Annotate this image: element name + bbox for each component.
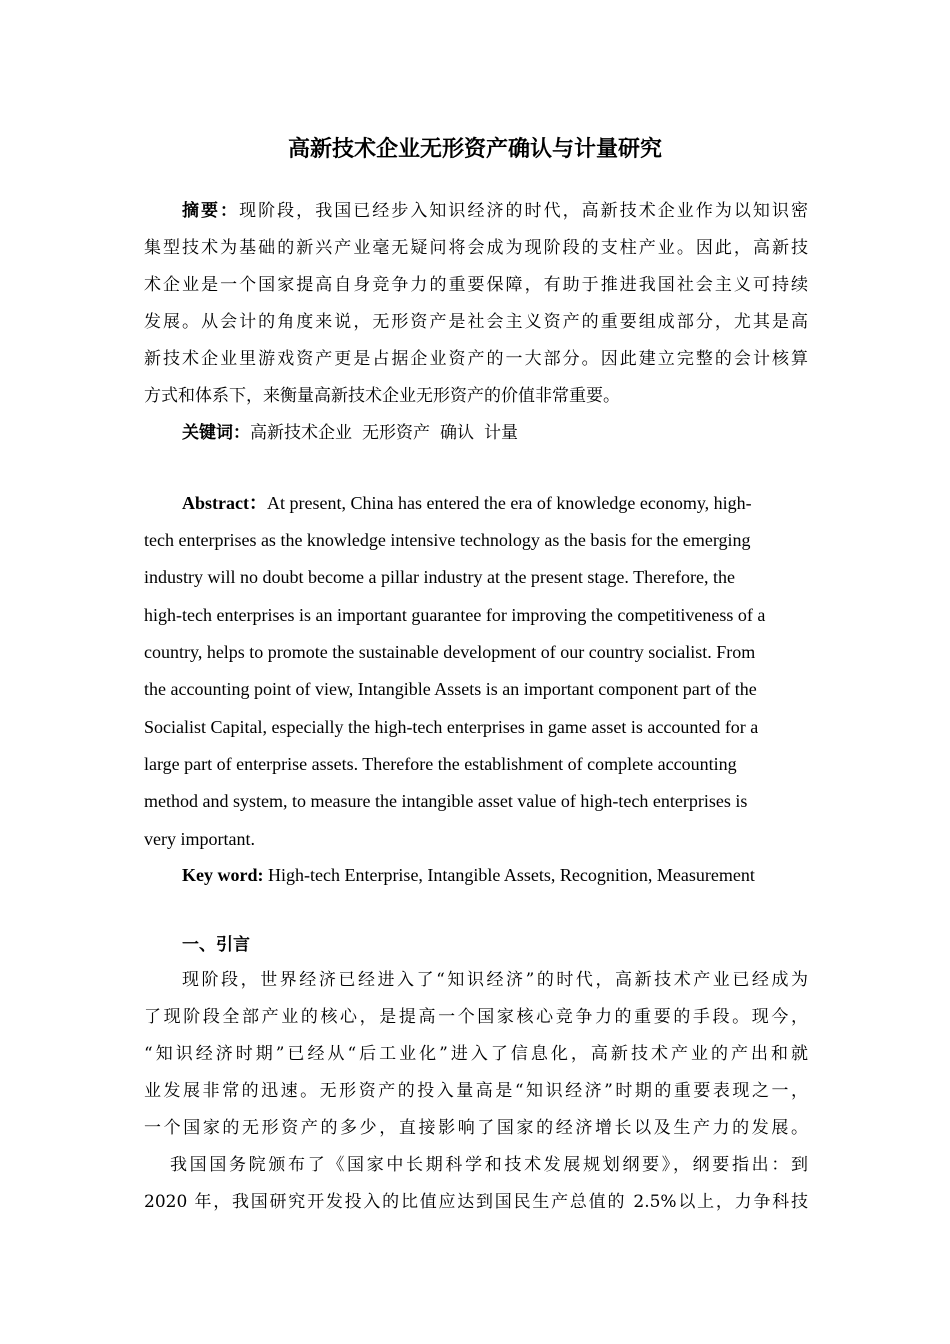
abstract-cn-label: 摘要：: [182, 201, 240, 221]
abstract-en-text: At present, China has entered the era of knowledge economy, high-: [266, 493, 752, 513]
keywords-en: [182, 863, 808, 887]
section1-para1-line-1: 现阶段，世界经济已经进入了“知识经济”的时代，高新技术产业已经成为: [182, 970, 808, 990]
section-heading: 一、引言: [182, 935, 250, 955]
abstract-en-line-5: country, helps to promote the sustainable development of our country socialist. From: [144, 642, 756, 662]
abstract-en-line-10: very important.: [144, 829, 255, 849]
section1-para2-line-1: 我国国务院颁布了《国家中长期科学和技术发展规划纲要》，纲要指出：到: [170, 1155, 808, 1175]
document-title: 高新技术企业无形资产确认与计量研究: [287, 137, 662, 162]
keyword-cn-1: 高新技术企业: [250, 423, 352, 443]
abstract-cn-line-5: 新技术企业里游戏资产更是占据企业资产的一大部分。因此建立完整的会计核算: [144, 349, 808, 369]
abstract-en-line-1: [182, 491, 808, 515]
abstract-cn-text: 现阶段，我国已经步入知识经济的时代，高新技术企业作为以知识密: [239, 201, 808, 221]
section1-para1-line-5: 一个国家的无形资产的多少，直接影响了国家的经济增长以及生产力的发展。: [144, 1118, 808, 1138]
keyword-cn-4: 计量: [484, 423, 518, 443]
keywords-cn: [182, 421, 808, 445]
abstract-cn-line-3: 术企业是一个国家提高自身竞争力的重要保障，有助于推进我国社会主义可持续: [144, 275, 808, 295]
section1-para2-line-2: 2020 年，我国研究开发投入的比值应达到国民生产总值的 2.5%以上，力争科技: [144, 1192, 808, 1212]
section1-para1-line-2: 了现阶段全部产业的核心，是提高一个国家核心竞争力的重要的手段。现今，: [144, 1007, 808, 1027]
abstract-en-line-9: method and system, to measure the intangible asset value of high-tech enterprises is: [144, 791, 748, 811]
abstract-en-line-4: high-tech enterprises is an important guarantee for improving the competitiveness of a: [144, 605, 766, 625]
keywords-en-label: Key word:: [182, 865, 264, 885]
abstract-en-line-6: the accounting point of view, Intangible Assets is an important component part of the: [144, 679, 757, 699]
keywords-en-text: High-tech Enterprise, Intangible Assets, Recognition, Measurement: [267, 865, 755, 885]
keywords-cn-label: 关键词：: [182, 423, 250, 443]
abstract-en-line-2: tech enterprises as the knowledge intensive technology as the basis for the emerging: [144, 530, 751, 550]
section1-para1-line-4: 业发展非常的迅速。无形资产的投入量高是“知识经济”时期的重要表现之一，: [144, 1081, 808, 1101]
keyword-cn-3: 确认: [440, 423, 474, 443]
abstract-en-line-3: industry will no doubt become a pillar industry at the present stage. Therefore, the: [144, 567, 736, 587]
abstract-cn-line-6: 方式和体系下，来衡量高新技术企业无形资产的价值非常重要。: [144, 386, 620, 406]
keyword-cn-2: 无形资产: [362, 423, 430, 443]
section1-para1-line-3: “知识经济时期”已经从“后工业化”进入了信息化，高新技术产业的产出和就: [144, 1044, 808, 1064]
abstract-cn-line-4: 发展。从会计的角度来说，无形资产是社会主义资产的重要组成部分，尤其是高: [144, 312, 808, 332]
abstract-en-line-8: large part of enterprise assets. Therefore the establishment of complete accounting: [144, 754, 737, 774]
abstract-en-label: Abstract：: [182, 493, 267, 513]
abstract-en-line-7: Socialist Capital, especially the high-tech enterprises in game asset is accounted for a: [144, 717, 759, 737]
abstract-cn-line-2: 集型技术为基础的新兴产业毫无疑问将会成为现阶段的支柱产业。因此，高新技: [144, 238, 808, 258]
abstract-cn-line-1: [182, 199, 808, 223]
